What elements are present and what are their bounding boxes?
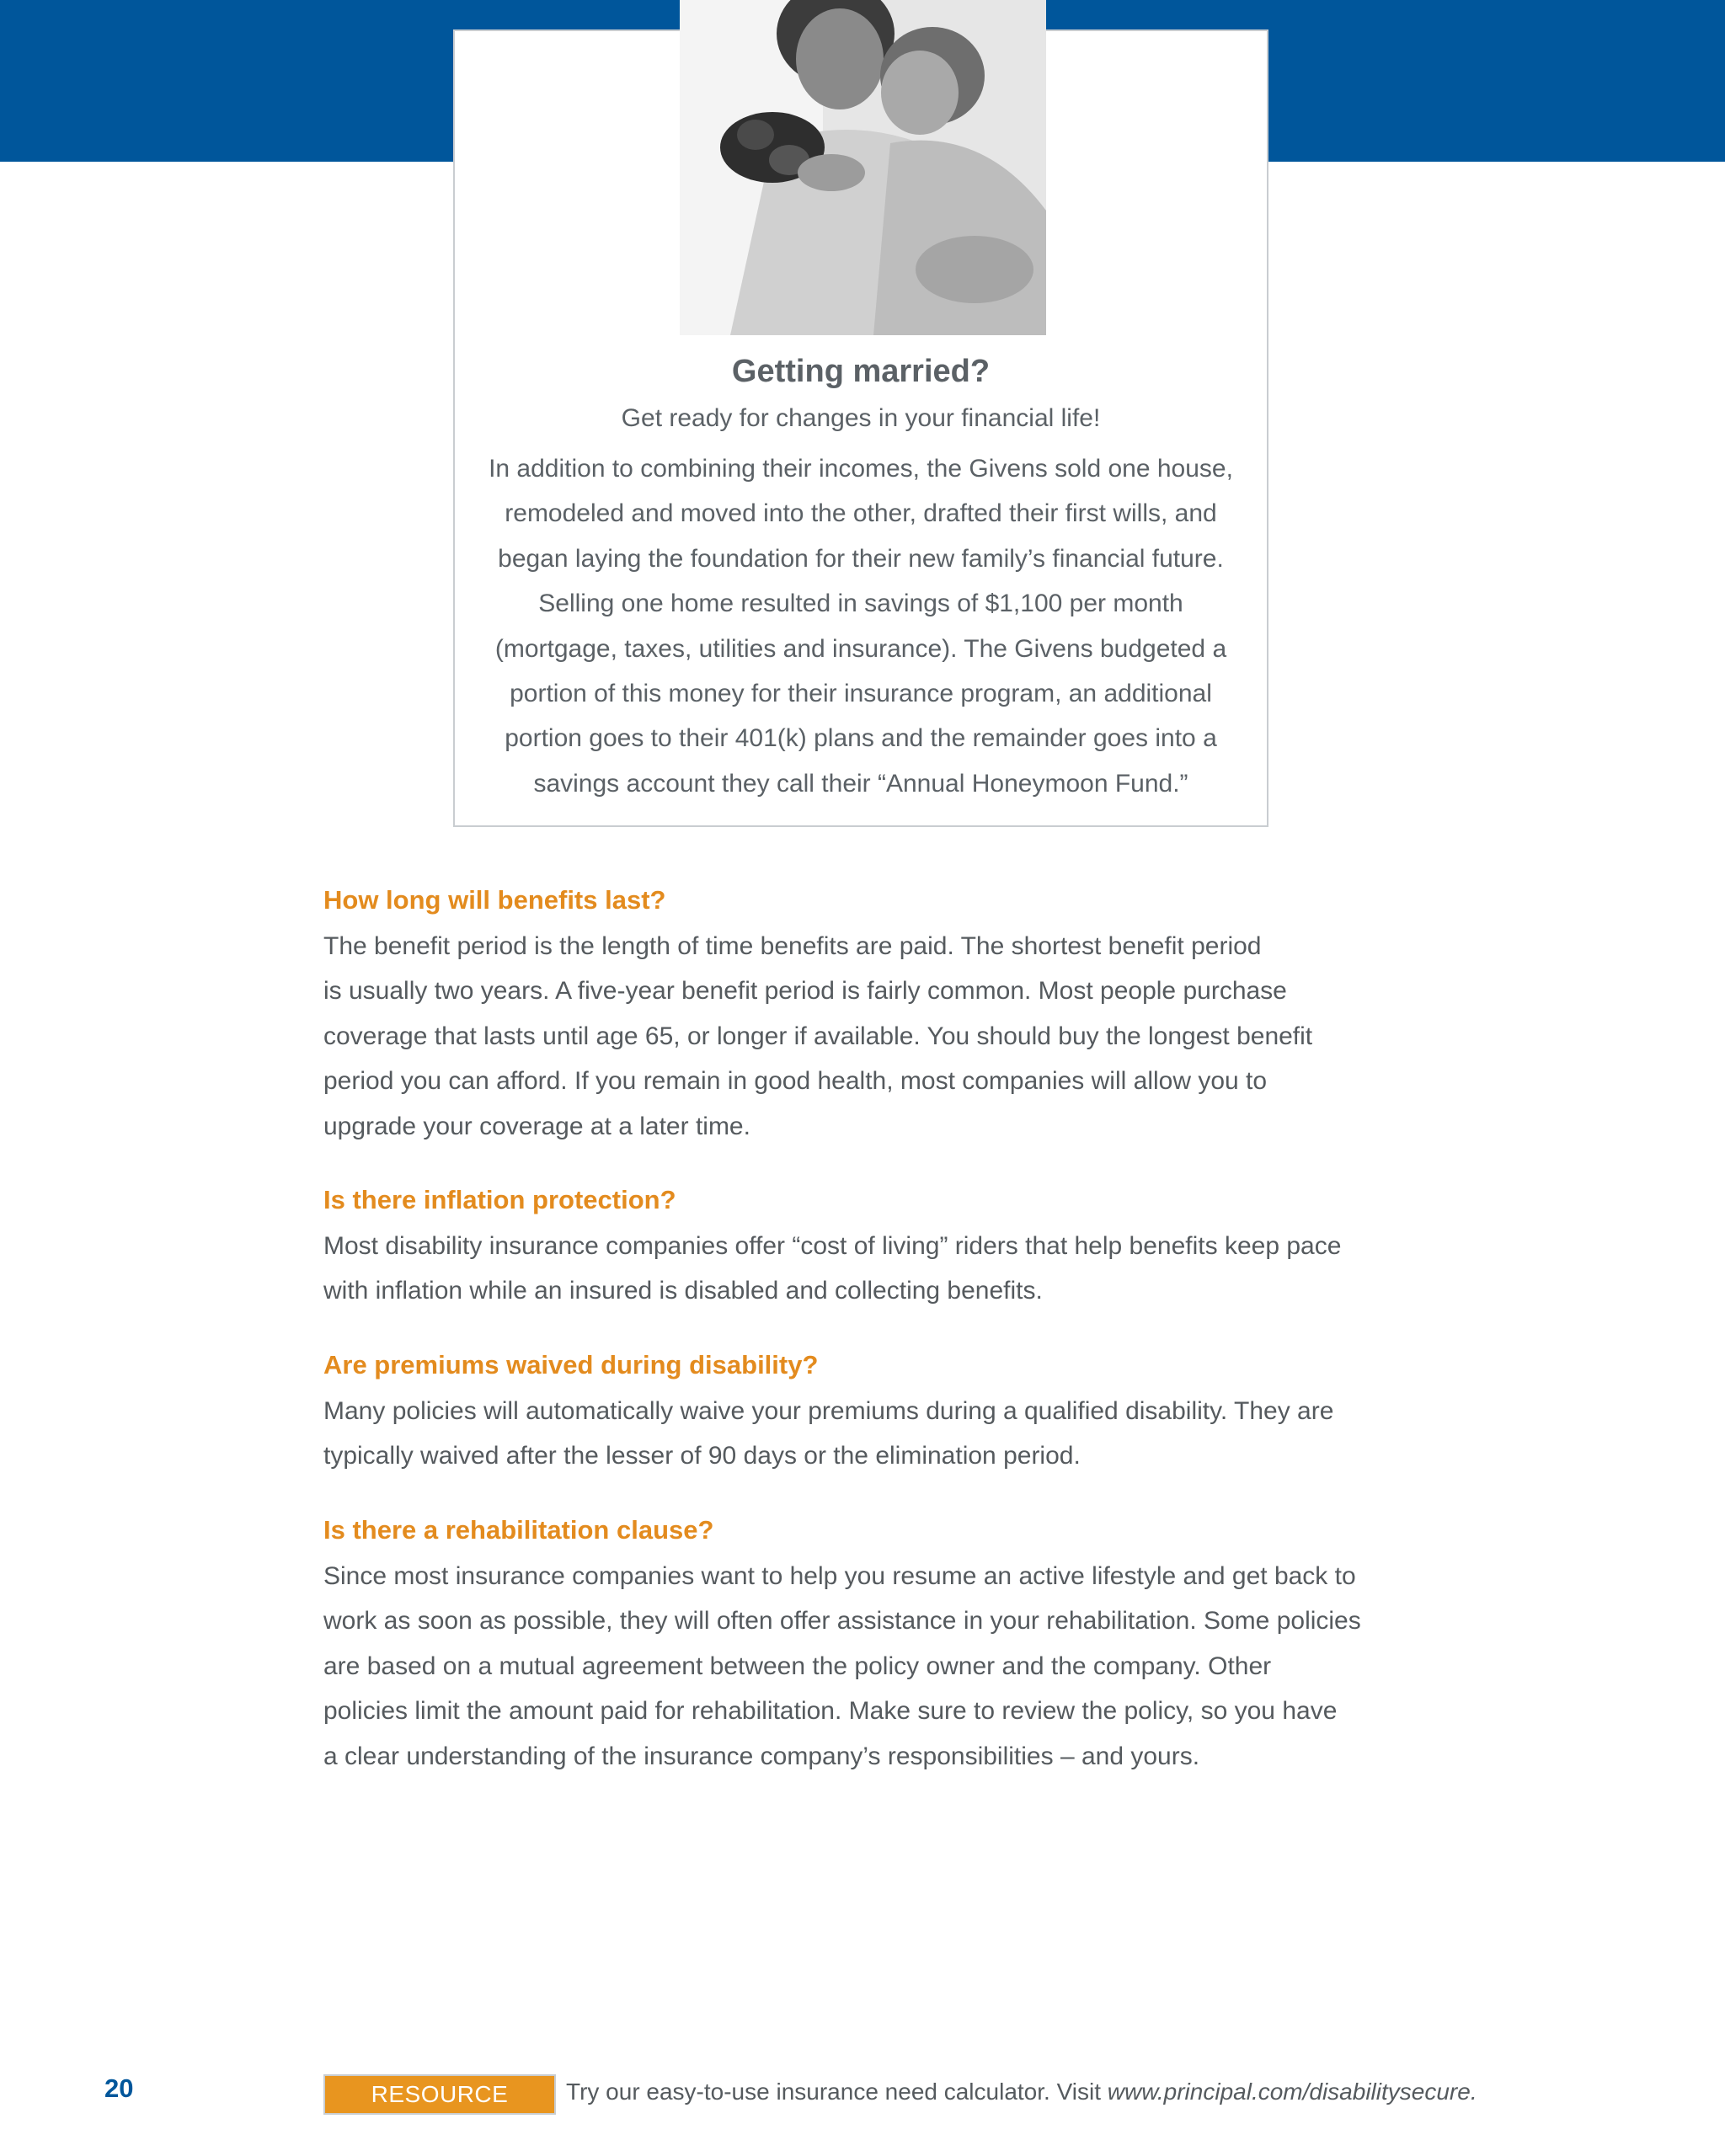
- callout-line: portion of this money for their insurance program, an additional: [510, 680, 1212, 708]
- section-line: Most disability insurance companies offer “cost of living” riders that help benefits keep pace: [323, 1232, 1342, 1260]
- section-heading: Is there a rehabilitation clause?: [323, 1515, 714, 1545]
- section-line: Many policies will automatically waive your premiums during a qualified disability. They are: [323, 1397, 1334, 1425]
- section-line: is usually two years. A five-year benefit period is fairly common. Most people purchase: [323, 977, 1287, 1006]
- section-rehabilitation-clause: [323, 1512, 1418, 1779]
- callout-line: portion goes to their 401(k) plans and the remainder goes into a: [505, 724, 1217, 753]
- section-heading: Are premiums waived during disability?: [323, 1350, 819, 1380]
- section-line: upgrade your coverage at a later time.: [323, 1112, 750, 1140]
- section-inflation-protection: [323, 1182, 1418, 1314]
- callout-line: began laying the foundation for their new family’s financial future.: [498, 544, 1224, 573]
- section-line: are based on a mutual agreement between the policy owner and the company. Other: [323, 1652, 1272, 1680]
- section-premium-waiver: [323, 1347, 1418, 1479]
- callout-line: (mortgage, taxes, utilities and insurance). The Givens budgeted a: [494, 634, 1227, 663]
- section-line: work as soon as possible, they will often offer assistance in your rehabilitation. Some policies: [323, 1607, 1361, 1636]
- section-body: [323, 1224, 1418, 1314]
- callout-line: In addition to combining their incomes, the Givens sold one house,: [489, 455, 1233, 483]
- section-line: policies limit the amount paid for rehabilitation. Make sure to review the policy, so you have: [323, 1697, 1338, 1726]
- couple-photo: [680, 0, 1046, 335]
- callout-subtitle: Get ready for changes in your financial life!: [621, 404, 1101, 432]
- section-body: [323, 1389, 1418, 1479]
- resource-note-text: Try our easy-to-use insurance need calculator. Visit: [566, 2079, 1108, 2105]
- section-heading: How long will benefits last?: [323, 885, 666, 915]
- section-body: [323, 1554, 1418, 1779]
- section-line: typically waived after the lesser of 90 days or the elimination period.: [323, 1442, 1081, 1470]
- callout-line: Selling one home resulted in savings of $1,100 per month: [538, 590, 1183, 618]
- callout-body: [463, 446, 1258, 806]
- section-line: period you can afford. If you remain in good health, most companies will allow you to: [323, 1067, 1268, 1096]
- couple-photo-illustration: [680, 0, 1046, 335]
- callout-line: savings account they call their “Annual Honeymoon Fund.”: [533, 769, 1188, 798]
- section-line: Since most insurance companies want to help you resume an active lifestyle and get back to: [323, 1562, 1356, 1590]
- resource-badge: RESOURCE: [323, 2074, 556, 2115]
- section-heading: Is there inflation protection?: [323, 1185, 676, 1214]
- callout-title: Getting married?: [731, 354, 991, 389]
- resource-url-link[interactable]: www.principal.com/disabilitysecure.: [1107, 2079, 1477, 2105]
- resource-note: [566, 2079, 1477, 2105]
- section-line: with inflation while an insured is disabled and collecting benefits.: [323, 1277, 1043, 1305]
- section-benefit-length: [323, 882, 1418, 1149]
- section-body: [323, 924, 1418, 1149]
- section-line: a clear understanding of the insurance company’s responsibilities – and yours.: [323, 1742, 1200, 1770]
- callout-line: remodeled and moved into the other, drafted their first wills, and: [505, 499, 1217, 528]
- section-line: The benefit period is the length of time benefits are paid. The shortest benefit period: [323, 932, 1262, 960]
- page-number: 20: [104, 2073, 134, 2103]
- section-line: coverage that lasts until age 65, or longer if available. You should buy the longest benefit: [323, 1022, 1313, 1050]
